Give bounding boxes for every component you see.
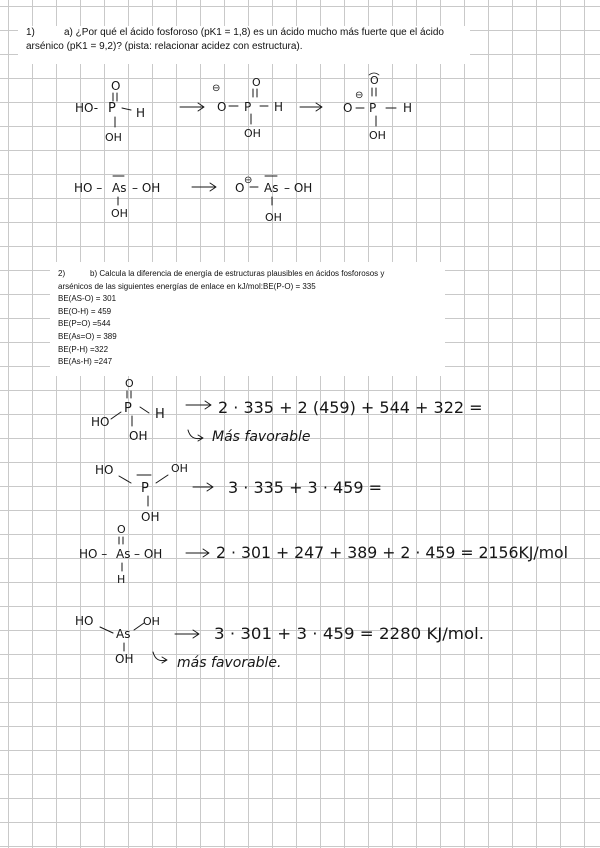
bond-energy-p-double-o: BE(P=O) =544 (58, 319, 111, 329)
p-resonance-charge: ⊖ (355, 90, 364, 101)
as-anion-arsenic: As (264, 181, 279, 195)
question-2-text-line-2: arsénicos de las siguientes energías de enlace en kJ/mol:BE(P-O) = 335 (58, 281, 316, 291)
bond-energy-o-h: BE(O-H) = 459 (58, 306, 112, 316)
calc3-bottom-h: H (117, 573, 126, 586)
calc2-phosphorus: P (141, 481, 149, 496)
bond-energy-as-o: BE(AS-O) = 301 (58, 294, 117, 304)
calc1-expression: 2 · 335 + 2 (459) + 544 + 322 = (218, 398, 483, 417)
p-anion-right-h: H (274, 100, 284, 114)
calc3-right: – OH (134, 547, 163, 561)
calc4-left-ho: HO (75, 614, 94, 628)
p-anion-phosphorus: P (244, 100, 252, 114)
bond-energy-p-h: BE(P-H) =322 (58, 344, 109, 354)
question-1-text-line-2: arsénico (pK1 = 9,2)? (pista: relacionar acidez con estructura). (26, 41, 303, 52)
calculation-2 (95, 462, 382, 524)
calc1-note: Más favorable (212, 429, 311, 445)
p-resonance-right-h: H (403, 101, 413, 115)
bond-energy-as-h: BE(As-H) =247 (58, 357, 113, 367)
as-anion-charge: ⊖ (244, 175, 253, 186)
calc4-arsenic: As (116, 627, 131, 641)
calc3-left: HO – (79, 547, 108, 561)
as-acid-bottom-oh: OH (111, 207, 128, 220)
as-anion-oxygen: O (235, 181, 245, 195)
calc2-expression: 3 · 335 + 3 · 459 = (228, 478, 383, 497)
calc1-bottom-oh: OH (129, 429, 148, 443)
calc4-bottom-oh: OH (115, 652, 134, 666)
bond-energy-as-double-o: BE(As=O) = 389 (58, 331, 117, 341)
calc3-expression: 2 · 301 + 247 + 389 + 2 · 459 = 2156KJ/mol (216, 543, 568, 562)
calculation-4 (75, 614, 484, 671)
calc4-expression: 3 · 301 + 3 · 459 = 2280 KJ/mol. (214, 624, 484, 643)
p-resonance-left-oxygen: O (343, 101, 353, 115)
as-acid-arsenic: As (112, 181, 127, 195)
question-1-number: 1) (26, 27, 35, 38)
arsenous-acid-structure (74, 175, 312, 224)
p-resonance-phosphorus: P (369, 101, 377, 115)
calc2-right-oh: OH (171, 462, 188, 475)
question-2-text-line-1: b) Calcula la diferencia de energía de estructuras plausibles en ácidos fosforosos y (90, 269, 385, 278)
as-acid-left: HO – (74, 181, 103, 195)
calculation-3 (79, 523, 568, 586)
calc3-top-oxygen: O (117, 523, 126, 536)
calc1-top-oxygen: O (125, 377, 134, 390)
calc3-arsenic: As (116, 547, 131, 561)
p-anion-top-oxygen: O (252, 76, 261, 89)
as-acid-right: – OH (132, 181, 161, 195)
p-acid-top-oxygen: O (111, 79, 121, 93)
p-anion-charge: ⊖ (212, 83, 221, 94)
p-acid-right-h: H (136, 106, 146, 120)
calc1-right-h: H (155, 407, 165, 422)
question-1-text-line-1: a) ¿Por qué el ácido fosforoso (pK1 = 1,8) es un ácido mucho más fuerte que el ácido (64, 27, 444, 38)
calc4-right-oh: OH (143, 615, 160, 628)
question-2-number: 2) (58, 269, 66, 278)
p-acid-left-ho: HO- (75, 101, 99, 115)
p-anion-oxygen: O (217, 100, 227, 114)
p-resonance-bottom-oh: OH (369, 129, 386, 142)
p-acid-phosphorus: P (108, 101, 116, 116)
p-resonance-top-oxygen: O (370, 74, 379, 87)
p-anion-bottom-oh: OH (244, 127, 261, 140)
as-anion-bottom-oh: OH (265, 211, 282, 224)
calculation-1 (91, 377, 483, 445)
calc2-bottom-oh: OH (141, 510, 160, 524)
calc1-left-ho: HO (91, 415, 110, 429)
calc4-note: más favorable. (177, 655, 282, 671)
calc2-left-ho: HO (95, 463, 114, 477)
phosphorous-acid-structure (75, 73, 412, 144)
calc1-phosphorus: P (124, 401, 132, 416)
p-acid-bottom-oh: OH (105, 131, 122, 144)
as-anion-right: – OH (284, 181, 313, 195)
